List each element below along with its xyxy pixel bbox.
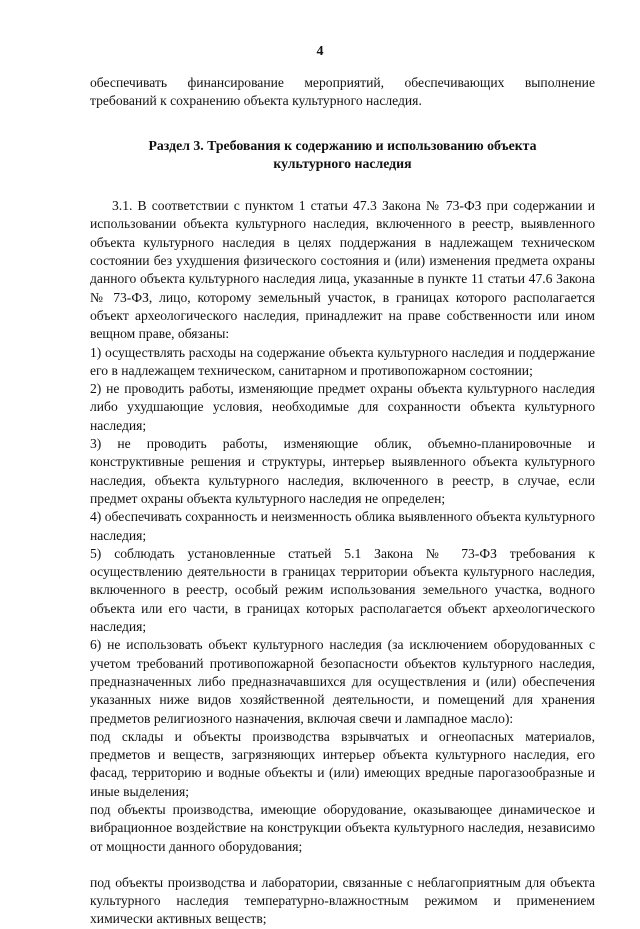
- paragraph-3-1: 3.1. В соответствии с пунктом 1 статьи 47.3 Закона № 73-ФЗ при содержании и использовании объекта культурного наследия, включенного в реестр, выявленного объекта культурного наследия в целях поддержания в надлежащем техническом состоянии без ухудшения физического состояния и (или) изменения предмета охраны данного объекта культурного наследия лица, указанные в пункте 11 статьи 47.6 Закона № 73-ФЗ, лицо, которому земельный участок, в границах которого располагается объект археологического наследия, принадлежит на праве собственности или ином вещном праве, обязаны:: [90, 198, 595, 342]
- section-title-line-1: Раздел 3. Требования к содержанию и использованию объекта: [148, 137, 537, 153]
- blank-line: [90, 856, 595, 874]
- intro-paragraph: обеспечивать финансирование мероприятий, обеспечивающих выполнение требований к сохранению объекта культурного наследия.: [90, 75, 595, 109]
- list-item-1: 1) осуществлять расходы на содержание объекта культурного наследия и поддержание его в надлежащем техническом, санитарном и противопожарном состоянии;: [90, 344, 595, 378]
- page-number: 4: [316, 44, 324, 59]
- list-item-3: 3) не проводить работы, изменяющие облик, объемно-планировочные и конструктивные решения и структуры, интерьер выявленного объекта культурного наследия, объекта культурного наследия, включенного в реестр, в случае, если предмет охраны объекта культурного наследия не определен;: [90, 436, 595, 506]
- list-item-2: 2) не проводить работы, изменяющие предмет охраны объекта культурного наследия либо ухудшающие условия, необходимые для сохранности объекта культурного наследия;: [90, 381, 595, 433]
- sub-item-vibration: под объекты производства, имеющие оборудование, оказывающее динамическое и вибрационное воздействие на конструкции объекта культурного наследия, независимо от мощности данного оборудования;: [90, 801, 595, 854]
- section-title-line-2: культурного наследия: [273, 155, 412, 171]
- list-item-4: 4) обеспечивать сохранность и неизменность облика выявленного объекта культурного наследия;: [90, 509, 595, 543]
- sub-item-laboratories: под объекты производства и лаборатории, связанные с неблагоприятным для объекта культурного наследия температурно-влажностным режимом и применением химически активных веществ;: [90, 874, 595, 927]
- document-body: [90, 74, 595, 929]
- section-heading: [90, 137, 595, 174]
- list-item-5: 5) соблюдать установленные статьей 5.1 Закона № 73-ФЗ требования к осуществлению деятельности в границах территории объекта культурного наследия, включенного в реестр, особый режим использования земельного участка, водного объекта или его части, в границах которых располагается объект археологического наследия;: [90, 545, 595, 635]
- list-item-6: 6) не использовать объект культурного наследия (за исключением оборудованных с учетом требований противопожарной безопасности объектов культурного наследия, предназначенных либо предназначавшихся для осуществления и (или) обеспечения указанных ниже видов хозяйственной деятельности, и помещений для хранения предметов религиозного назначения, включая свечи и лампадное масло):: [90, 637, 595, 726]
- sub-item-warehouses: под склады и объекты производства взрывчатых и огнеопасных материалов, предметов и веществ, загрязняющих интерьер объекта культурного наследия, его фасад, территорию и водные объекты и (или) имеющих вредные парогазообразные и иные выделения;: [90, 728, 595, 799]
